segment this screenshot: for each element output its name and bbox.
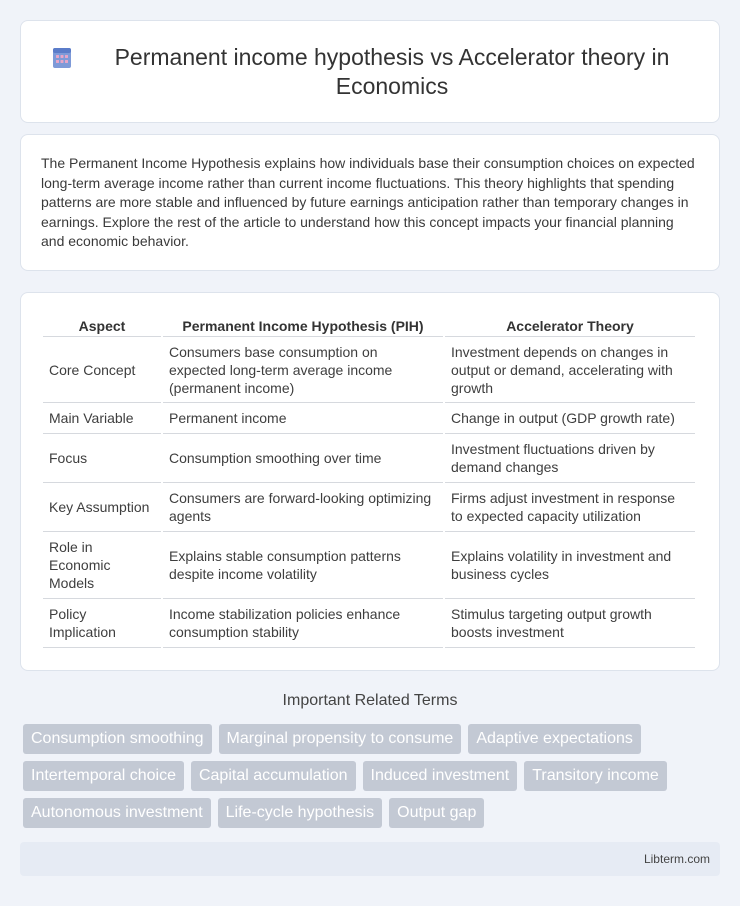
cell-aspect: Main Variable	[43, 403, 161, 434]
table-row	[43, 599, 695, 648]
table-row	[43, 337, 695, 403]
tag-capital-accumulation[interactable]: Capital accumulation	[191, 761, 356, 791]
table-row	[43, 532, 695, 599]
cell-aspect: Key Assumption	[43, 483, 161, 532]
tag-row	[23, 798, 723, 828]
cell-accelerator: Explains volatility in investment and business cycles	[445, 532, 695, 599]
tag-row	[23, 761, 723, 791]
cell-aspect: Policy Implication	[43, 599, 161, 648]
cell-pih: Consumers base consumption on expected long-term average income (permanent income)	[163, 337, 443, 403]
cell-aspect: Focus	[43, 434, 161, 483]
cell-aspect: Role in Economic Models	[43, 532, 161, 599]
table-row	[43, 483, 695, 532]
table-row	[43, 403, 695, 434]
cell-pih: Consumers are forward-looking optimizing agents	[163, 483, 443, 532]
tag-marginal-propensity[interactable]: Marginal propensity to consume	[219, 724, 462, 754]
cell-pih: Consumption smoothing over time	[163, 434, 443, 483]
cell-accelerator: Change in output (GDP growth rate)	[445, 403, 695, 434]
cell-aspect: Core Concept	[43, 337, 161, 403]
page-title: Permanent income hypothesis vs Accelerator theory in Economics	[114, 43, 670, 99]
cell-pih: Income stabilization policies enhance consumption stability	[163, 599, 443, 648]
tag-induced-investment[interactable]: Induced investment	[363, 761, 518, 791]
intro-text: The Permanent Income Hypothesis explains how individuals base their consumption choices on expected long-term average income rather than current income fluctuations. This theory highlights that spending patterns are more stable and influenced by future earnings anticipation rather than temporary changes in earnings. Explore the rest of the article to understand how this concept impacts your financial planning and economic behavior.	[41, 155, 695, 250]
header-inner	[51, 43, 689, 101]
tag-consumption-smoothing[interactable]: Consumption smoothing	[23, 724, 212, 754]
footer	[20, 842, 720, 876]
tag-adaptive-expectations[interactable]: Adaptive expectations	[468, 724, 641, 754]
related-terms-title: Important Related Terms	[282, 692, 458, 709]
intro-card	[20, 134, 720, 271]
cell-accelerator: Firms adjust investment in response to expected capacity utilization	[445, 483, 695, 532]
cell-accelerator: Investment depends on changes in output or demand, accelerating with growth	[445, 337, 695, 403]
comparison-table	[41, 313, 697, 648]
tag-output-gap[interactable]: Output gap	[389, 798, 484, 828]
table-row	[43, 434, 695, 483]
comparison-table-card	[20, 292, 720, 671]
book-icon	[51, 47, 73, 69]
header-pih: Permanent Income Hypothesis (PIH)	[163, 313, 443, 337]
tag-transitory-income[interactable]: Transitory income	[524, 761, 667, 791]
related-terms-tags	[23, 724, 723, 835]
cell-accelerator: Investment fluctuations driven by demand changes	[445, 434, 695, 483]
cell-pih: Explains stable consumption patterns despite income volatility	[163, 532, 443, 599]
tag-life-cycle-hypothesis[interactable]: Life-cycle hypothesis	[218, 798, 383, 828]
tag-intertemporal-choice[interactable]: Intertemporal choice	[23, 761, 184, 791]
cell-accelerator: Stimulus targeting output growth boosts investment	[445, 599, 695, 648]
tag-autonomous-investment[interactable]: Autonomous investment	[23, 798, 211, 828]
table-header-row	[43, 313, 695, 337]
header-accelerator: Accelerator Theory	[445, 313, 695, 337]
footer-link[interactable]: Libterm.com	[643, 852, 710, 866]
header-aspect: Aspect	[43, 313, 161, 337]
tag-row	[23, 724, 723, 754]
cell-pih: Permanent income	[163, 403, 443, 434]
header-card	[20, 20, 720, 123]
